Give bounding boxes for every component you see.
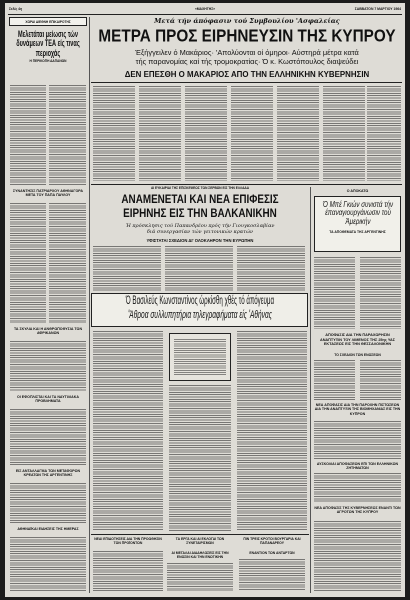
page-number: Σελίς 4η (9, 7, 23, 11)
middle-text-col-a (93, 246, 161, 291)
middle-deck-line-1: Ή πρόσκλησις τού Παπανδρέου πρός τήν Γιουγκοσλαβίαν (125, 223, 275, 229)
right-text-col-b (360, 257, 401, 329)
right-subline: ΤΑ ΑΠΟΘΕΜΑΤΑ ΤΗΣ ΑΡΓΕΝΤΙΝΗΣ (329, 230, 386, 235)
bottom-text-col-a (93, 551, 163, 591)
right-headline-4: ΔΥΣΚΟΛΙΑΙ ΑΠΟΦΑΣΕΩΝ ΕΠΙ ΤΩΝ ΕΛΛΗΝΙΚΩΝ ΖΗΤΗΜΑΤΩΝ (316, 462, 399, 471)
section-box (9, 17, 87, 26)
top-text-col-f (323, 86, 365, 181)
left-text-col-b (49, 85, 86, 185)
column-divider (89, 17, 90, 593)
bottom-headline-5: ΕΝΑΝΤΙΟΝ ΤΩΝ ΑΝΤΑΡΤΩΝ (249, 551, 295, 555)
bottom-headline-4: ΑΙ ΜΕΓΑΛΑΙ ΔΙΑΔΗΛΩΣΕΙΣ ΕΙΣ ΤΗΝ ΕΝΩΣΙΝ ΚΑΙ ΤΗΝ ΕΝΩΤΙΚΗΝ (171, 551, 229, 560)
bottom-headline-1: ΝΕΑΙ ΕΠΙΔΟΤΗΣΕΙΣ ΔΙΑ ΤΗΝ ΠΡΟΩΘΗΣΙΝ ΤΩΝ ΠΡΟΪΟΝΤΩΝ (94, 537, 162, 546)
right-headline-3: ΝΕΑ ΑΠΟΦΑΣΙΣ ΔΙΑ ΤΗΝ ΠΑΡΟΧΗΝ ΠΙΣΤΩΣΕΩΝ ΔΙΑ ΤΗΝ ΑΝΑΠΤΥΞΙΝ ΤΗΣ ΒΙΟΜΗΧΑΝΙΑΣ ΕΙΣ ΤΗΝ ΚΥΠΡΟΝ (314, 403, 401, 416)
inset-notice-text (174, 339, 226, 375)
middle-sub: ΥΦΙΣΤΑΤΑΙ ΣΧΕΔΙΟΝ ΔΙ' ΟΛΟΚΛΗΡΟΝ ΤΗΝ ΕΥΡΩΠΗΝ (146, 238, 254, 243)
inset-notice-box (169, 333, 231, 381)
lower-text-col-c (237, 331, 307, 531)
section-box-label: ΧΩΡΑΙ ΔΙΕΘΝΗ ΕΠΙΚΑΙΡΟΤΗΣ (25, 19, 71, 24)
top-text-col-d (231, 86, 273, 181)
bottom-text-col-c (239, 559, 305, 591)
right-text-col-f (314, 473, 401, 503)
right-divider (310, 187, 311, 593)
right-headline: Ό Μπέ Γκιών συνιστά τήν έπαναγιουργάνωσιν τού Άμερικήν (322, 200, 394, 226)
left-headline-2: ΣΥΝΑΝΤΗΣΙΣ ΠΑΤΡΙΑΡΧΟΥ ΑΘΗΝΑΓΟΡΑ ΜΕΤΑ ΤΟΥ ΠΑΠΑ ΠΑΥΛΟΥ (12, 189, 84, 198)
top-text-col-a (93, 86, 135, 181)
middle-deck (97, 223, 303, 236)
lower-text-col-b (169, 385, 231, 531)
top-text-col-e (277, 86, 319, 181)
lower-text-col-a (93, 331, 163, 531)
left-text-col-f (10, 409, 86, 465)
bottom-headline-2: ΤΑ ΕΡΓΑ ΚΑΙ ΑΙ ΕΚΛΟΓΑΙ ΤΩΝ ΣΥΝΕΤΑΙΡΙΣΜΩΝ (175, 537, 225, 546)
royal-banner (91, 293, 308, 327)
right-headline-2: ΑΠΟΦΑΣΙΣ ΔΙΑ ΤΗΝ ΠΑΡΑΧΩΡΗΣΙΝ ΑΝΑΠΤΥΞΙΝ ΤΟΥ ΛΙΜΕΝΟΣ ΤΗΣ 25ης ΥΑΣ ΕΚΤΑΣΕΩΣ ΕΙΣ ΤΗΝ ΘΕΣΣΑΛΟΝΙΚΗΝ (319, 333, 396, 347)
right-text-col-d (360, 360, 401, 400)
royal-line-1: Ό Βασιλεύς Κωνσταντίνος ώρκίσθη χθές τό άπόγευμα (125, 294, 275, 308)
top-text-col-g (367, 86, 401, 181)
top-deck (93, 49, 401, 67)
top-deck-line-2: τής παρανομίας καί τής τρομοκρατίας· Ό κ. Κωστόπουλος διαψεύδει (135, 56, 359, 66)
left-headline-5: ΕΙΣ ΑΝΤΑΛΛΑΓΜΑ ΤΩΝ ΜΕΤΑΦΟΡΩΝ ΚΡΕΑΤΩΝ ΤΗΣ ΑΡΓΕΝΤΙΝΗΣ (15, 469, 81, 478)
left-main-headline: Μελετάται μείωσις τών δυνάμεων ΤΕΑ είς τινας περιοχάς (16, 29, 80, 58)
left-main-subline: Η ΠΕΡΙΚΟΠΗ ΔΑΠΑΝΩΝ (29, 59, 67, 64)
top-kicker: Μετά τήν άπόφασιν τού Συμβουλίου 'Ασφαλείας (154, 17, 340, 25)
bottom-text-col-b (167, 563, 233, 591)
masthead: «ΜΑΧΗΤΗΣ» (194, 7, 216, 11)
left-column (9, 17, 87, 64)
royal-line-2: 'Άθροα συλλυπητήρια τηλεγραφήματα είς 'Αθήνας (128, 308, 272, 321)
left-headline-3: ΤΑ ΣΚΥΛΙΑ ΚΑΙ Η ΑΝΘΡΩΠΟΘΥΣΙΑ ΤΩΝ ΑΦΡΙΚΑΝΩΝ (13, 327, 83, 336)
header-rule (8, 14, 402, 15)
right-headline-5: ΝΕΑ ΑΠΟΦΑΣΙΣ ΤΗΣ ΚΥΒΕΡΝΗΣΕΩΣ ΕΝΑΝΤΙ ΤΩΝ ΑΓΡΟΤΩΝ ΤΗΣ ΚΥΠΡΟΥ (314, 506, 401, 515)
right-text-col-a (314, 257, 355, 329)
top-rule (91, 82, 402, 83)
middle-deck-line-2: διά συνεργασίαν τών γειτονικών κρατών (146, 229, 254, 236)
middle-text-col-b (165, 246, 233, 291)
middle-headline-1: ΑΝΑΜΕΝΕΤΑΙ ΚΑΙ ΝΕΑ ΕΠΙΦΕΣΙΣ (121, 194, 279, 206)
issue-date: ΣΑΒΒΑΤΟΝ 7 ΜΑΡΤΙΟΥ 1964 (354, 7, 401, 11)
top-text-col-c (185, 86, 227, 181)
top-text-col-b (139, 86, 181, 181)
top-banner: ΔΕΝ ΕΠΕΣΘΗ Ο ΜΑΚΑΡΙΟΣ ΑΠΟ ΤΗΝ ΕΛΛΗΝΙΚΗΝ ΚΥΒΕΡΝΗΣΙΝ (124, 69, 370, 79)
left-text-col-g (10, 483, 86, 523)
right-text-col-e (314, 421, 401, 459)
left-text-col-d (49, 203, 86, 323)
middle-headline-2: ΕΙΡΗΝΗΣ ΕΙΣ ΤΗΝ ΒΑΛΚΑΝΙΚΗΝ (123, 208, 277, 220)
bottom-rule (91, 534, 309, 535)
right-section: Ο ΑΠΟΚΑΤΩ (346, 189, 369, 193)
top-headline: ΜΕΤΡΑ ΠΡΟΣ ΕΙΡΗΝΕΥΣΙΝ ΤΗΣ ΚΥΠΡΟΥ (98, 25, 396, 46)
left-text-col-a (10, 85, 46, 185)
bottom-headline-3: ΠΙΝ ΤΡΕΙΣ ΚΡΟΤΟΙ ΒΟΥΡΓΑΡΙΑ ΚΑΙ ΠΑΠΑΝΔΡΕΟΥ (243, 537, 301, 546)
right-feature-box (314, 196, 401, 252)
middle-kicker: ΑΙ ΕΥΚΑΙΡΙΑΙ ΤΗΣ ΕΠΙΣΚΕΨΕΩΣ ΤΩΝ ΣΕΡΒΩΝ ΕΙΣ ΤΗΝ ΕΛΛΑΔΑ (150, 186, 250, 190)
right-headline-2b: ΤΟ ΣΧΕΔΙΟΝ ΤΩΝ ΕΝΩΣΕΩΝ (334, 353, 381, 357)
left-text-col-h (10, 537, 86, 591)
left-headline-6: ΑΘΗΝΑΪΚΑΙ ΕΙΔΗΣΕΙΣ ΤΗΣ ΗΜΕΡΑΣ (17, 527, 79, 531)
left-text-col-e (10, 341, 86, 391)
top-deck-line-1: Έξήγγειλεν ό Μακάριος· 'Απολύονται οί όμηροι· Αύστηρά μέτρα κατά (135, 48, 359, 57)
left-text-col-c (10, 203, 46, 323)
right-text-col-g (314, 521, 401, 591)
newspaper-page (5, 3, 405, 597)
mid-rule (91, 184, 402, 185)
left-headline-4: ΟΙ ΕΦΟΠΛΙΣΤΑΙ ΚΑΙ ΤΑ ΝΑΥΤΙΛΙΑΚΑ ΠΡΟΒΛΗΜΑΤΑ (17, 395, 79, 404)
right-text-col-c (314, 360, 355, 400)
middle-text-col-c (237, 246, 305, 291)
